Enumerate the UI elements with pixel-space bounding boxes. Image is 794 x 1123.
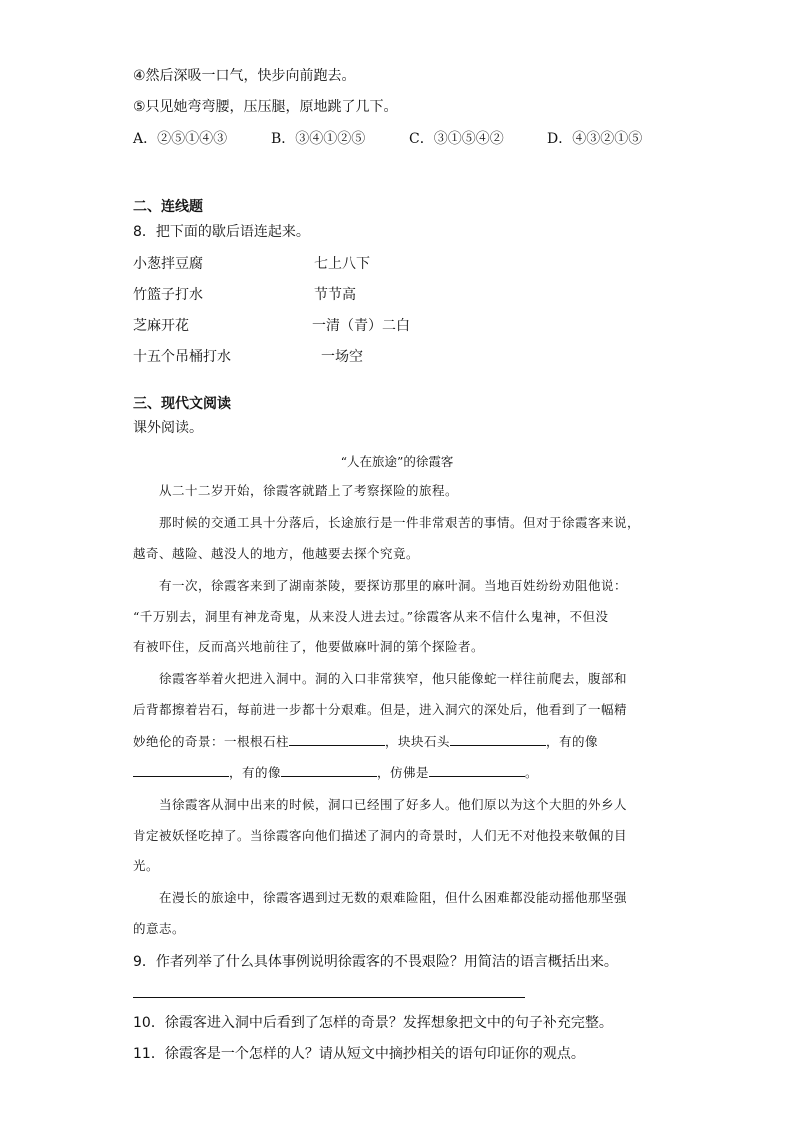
xiehouyu-left-4: 十五个吊桶打水 bbox=[133, 349, 231, 365]
passage-line: 后背都擦着岩石，每前进一步都十分艰难。但是，进入洞穴的深处后，他看到了一幅精 bbox=[133, 702, 628, 717]
q9-prompt: 9．作者列举了什么具体事例说明徐霞客的不畏艰险？用简洁的语言概括出来。 bbox=[133, 954, 618, 970]
fill-text: ，块块石头 bbox=[385, 734, 451, 749]
passage-title: “人在旅途”的徐霞客 bbox=[340, 454, 454, 469]
passage-line: 肯定被妖怪吃掉了。当徐霞客向他们描述了洞内的奇景时，人们无不对他投来敬佩的目 bbox=[133, 828, 628, 843]
answer-blank[interactable] bbox=[429, 764, 525, 777]
q7-option-c: C．③①⑤④② bbox=[409, 131, 504, 147]
fill-text: ，有的像 bbox=[229, 765, 282, 780]
xiehouyu-right-1: 七上八下 bbox=[314, 256, 370, 272]
passage-line: 在漫长的旅途中，徐霞客遇到过无数的艰难险阻，但什么困难都没能动摇他那坚强 bbox=[159, 890, 628, 905]
passage-line: 越奇、越险、越没人的地方，他越要去探个究竟。 bbox=[133, 546, 420, 561]
q7-option-b: B．③④①②⑤ bbox=[271, 131, 366, 147]
section-2-heading: 二、连线题 bbox=[133, 199, 203, 215]
section-3-heading: 三、现代文阅读 bbox=[133, 396, 231, 412]
xiehouyu-right-4: 一场空 bbox=[321, 349, 363, 365]
fill-text: ，仿佛是 bbox=[377, 765, 430, 780]
q11-prompt: 11．徐霞客是一个怎样的人？请从短文中摘抄相关的语句印证你的观点。 bbox=[133, 1046, 585, 1062]
q8-prompt: 8．把下面的歇后语连起来。 bbox=[133, 224, 310, 240]
q10-prompt: 10．徐霞客进入洞中后看到了怎样的奇景？发挥想象把文中的句子补充完整。 bbox=[133, 1015, 613, 1031]
reading-intro: 课外阅读。 bbox=[133, 420, 203, 436]
passage-line: 的意志。 bbox=[133, 921, 186, 936]
passage-line: 有被吓住，反而高兴地前往了，他要做麻叶洞的第个探险者。 bbox=[133, 639, 485, 654]
xiehouyu-left-3: 芝麻开花 bbox=[133, 318, 189, 334]
fill-text: 。 bbox=[525, 765, 539, 780]
answer-blank[interactable] bbox=[450, 733, 546, 746]
passage-line: 当徐霞客从洞中出来的时候，洞口已经围了好多人。他们原以为这个大胆的外乡人 bbox=[159, 797, 628, 812]
passage-line: “千万别去，洞里有神龙奇鬼，从来没人进去过。”徐霞客从来不信什么鬼神，不但没 bbox=[133, 609, 609, 624]
xiehouyu-left-2: 竹篮子打水 bbox=[133, 287, 203, 303]
answer-blank[interactable] bbox=[289, 733, 385, 746]
q9-answer-line[interactable] bbox=[133, 997, 525, 998]
answer-blank[interactable] bbox=[281, 764, 377, 777]
xiehouyu-right-2: 节节高 bbox=[314, 287, 356, 303]
fill-text: 妙绝伦的奇景：一根根石柱 bbox=[133, 734, 290, 749]
q7-option-d: D．④③②①⑤ bbox=[547, 131, 643, 147]
passage-line: 有一次，徐霞客来到了湖南茶陵，要探访那里的麻叶洞。当地百姓纷纷劝阻他说： bbox=[159, 578, 628, 593]
q7-sentence-5: ⑤只见她弯弯腰，压压腿，原地跳了几下。 bbox=[133, 99, 398, 115]
xiehouyu-left-1: 小葱拌豆腐 bbox=[133, 256, 203, 272]
passage-line: 那时候的交通工具十分落后，长途旅行是一件非常艰苦的事情。但对于徐霞客来说， bbox=[159, 515, 641, 530]
fill-in-line-2 bbox=[133, 764, 538, 782]
xiehouyu-right-3: 一清（青）二白 bbox=[312, 318, 410, 334]
passage-line: 徐霞客举着火把进入洞中。洞的入口非常狭窄，他只能像蛇一样往前爬去，腹部和 bbox=[159, 671, 628, 686]
q7-sentence-4: ④然后深吸一口气，快步向前跑去。 bbox=[133, 68, 356, 84]
passage-line: 从二十二岁开始，徐霞客就踏上了考察探险的旅程。 bbox=[159, 483, 459, 498]
fill-text: ，有的像 bbox=[546, 734, 599, 749]
q7-option-a: A．②⑤①④③ bbox=[133, 131, 228, 147]
fill-in-line-1 bbox=[133, 733, 598, 751]
answer-blank[interactable] bbox=[133, 764, 229, 777]
passage-line: 光。 bbox=[133, 858, 160, 873]
